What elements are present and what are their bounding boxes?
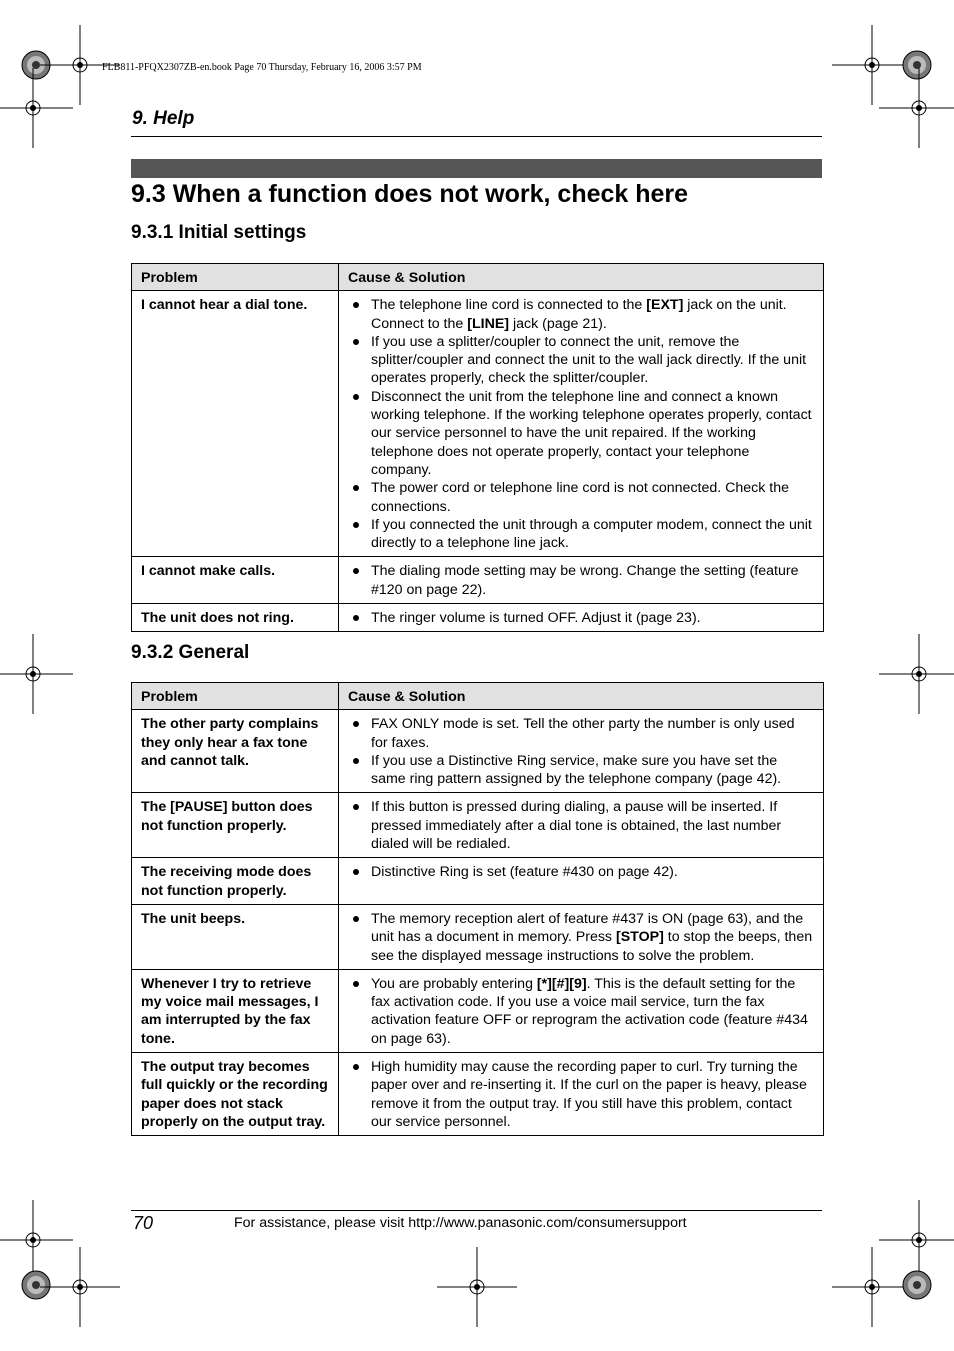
text-run: If you connected the unit through a computer modem, connect the unit directly to a telephone line jack. — [371, 516, 812, 552]
table-row — [132, 793, 824, 858]
page-number: 70 — [133, 1213, 154, 1233]
print-info: FLB811-PFQX2307ZB-en.book Page 70 Thursday, February 16, 2006 3:57 PM — [102, 62, 422, 73]
solution-bullet — [348, 333, 813, 388]
column-header-problem: Problem — [132, 683, 339, 710]
solution-bullet — [348, 975, 813, 1048]
solution-cell — [339, 604, 824, 632]
column-header-solution: Cause & Solution — [339, 683, 824, 710]
text-run: If you use a splitter/coupler to connect the unit, remove the splitter/coupler and connect the unit to the wall jack directly. If the unit operates properly, check the splitter/coupler. — [371, 333, 807, 387]
solution-bullet — [348, 910, 813, 965]
problem-cell — [132, 291, 339, 557]
solution-bullet — [348, 798, 813, 853]
text-run: I cannot hear a dial tone. — [141, 297, 308, 314]
footer-text: For assistance, please visit http://www.panasonic.com/consumersupport — [234, 1215, 687, 1231]
text-run: The unit does not ring. — [141, 610, 294, 627]
problem-cell — [132, 710, 339, 793]
solution-bullet — [348, 863, 813, 881]
table-header-row — [132, 264, 824, 291]
solution-bullet — [348, 296, 813, 333]
table-row — [132, 291, 824, 557]
text-run: to stop the beeps, then see the displayed message instructions to solve the problem. — [371, 929, 813, 964]
text-run: button does not function properly. — [141, 799, 313, 834]
key-label: [STOP] — [615, 929, 664, 946]
section-heading-initial: 9.3.1 Initial settings — [131, 222, 307, 243]
solution-cell — [339, 793, 824, 858]
key-label: [EXT] — [646, 297, 684, 314]
table-row — [132, 604, 824, 632]
text-run: High humidity may cause the recording paper to curl. Try turning the paper over and re-inserting it. If the curl on the paper is heavy, please remove it from the output tray. If you still have this problem, contact our service personnel. — [371, 1059, 807, 1130]
problem-cell — [132, 557, 339, 604]
footer-divider — [131, 1210, 822, 1211]
text-run: If you use a Distinctive Ring service, make sure you have set the same ring pattern assigned by the telephone company (page 42). — [371, 752, 782, 788]
text-run: The dialing mode setting may be wrong. Change the setting (feature #120 on page 22). — [371, 563, 799, 598]
text-run: The unit beeps. — [141, 910, 246, 927]
section-heading-general: 9.3.2 General — [131, 642, 250, 663]
table-row — [132, 710, 824, 793]
chapter-divider — [131, 136, 822, 137]
problem-cell — [132, 1053, 339, 1136]
solution-cell — [339, 969, 824, 1052]
solution-bullet — [348, 715, 813, 752]
problem-cell — [132, 858, 339, 905]
problem-cell — [132, 604, 339, 632]
text-run: jack (page 21). — [509, 315, 607, 332]
problem-cell — [132, 904, 339, 969]
text-run: If this button is pressed during dialing, a pause will be inserted. If pressed immediately after a dial tone is obtained, the last number dialed will be redialed. — [371, 799, 782, 853]
solution-cell — [339, 710, 824, 793]
text-run: The receiving mode does not function properly. — [141, 864, 312, 899]
solution-cell — [339, 858, 824, 905]
text-run: Whenever I try to retrieve my voice mail messages, I am interrupted by the fax tone. — [141, 975, 319, 1047]
text-run: The output tray becomes full quickly or the recording paper does not stack properly on the output tray. — [141, 1059, 328, 1130]
text-run: Distinctive Ring is set (feature #430 on page 42). — [371, 864, 678, 881]
text-run: The ringer volume is turned OFF. Adjust it (page 23). — [371, 610, 701, 627]
title-bar — [131, 159, 822, 178]
solution-bullet — [348, 479, 813, 516]
problem-cell — [132, 969, 339, 1052]
text-run: The telephone line cord is connected to the — [371, 297, 647, 314]
solution-bullet — [348, 609, 813, 627]
solution-cell — [339, 904, 824, 969]
solution-bullet — [348, 388, 813, 479]
general-table — [131, 682, 824, 1136]
page-title: 9.3 When a function does not work, check here — [131, 180, 689, 208]
text-run: . This is the default setting for the fax activation code. If you use a voice mail service, turn the fax activation feature OFF or reprogram the activation code (feature #434 on page 63). — [371, 975, 808, 1047]
text-run: The power cord or telephone line cord is not connected. Check the connections. — [371, 480, 789, 515]
table-row — [132, 969, 824, 1052]
table-row — [132, 904, 824, 969]
key-label: [*][#][9] — [536, 975, 587, 992]
table-header-row — [132, 683, 824, 710]
solution-bullet — [348, 752, 813, 789]
text-run: Disconnect the unit from the telephone line and connect a known working telephone. If the working telephone operates properly, contact our service personnel to have the unit repaired. If the working telephone does not operate properly, contact your telephone company. — [371, 388, 812, 478]
text-run: You are probably entering — [371, 975, 537, 992]
chapter-heading: 9. Help — [132, 108, 195, 129]
table-row — [132, 557, 824, 604]
initial-settings-table — [131, 263, 824, 632]
solution-cell — [339, 557, 824, 604]
table-row — [132, 1053, 824, 1136]
solution-bullet — [348, 516, 813, 553]
text-run: I cannot make calls. — [141, 563, 276, 580]
column-header-solution: Cause & Solution — [339, 264, 824, 291]
solution-bullet — [348, 562, 813, 599]
solution-cell — [339, 1053, 824, 1136]
text-run: The — [141, 799, 171, 816]
key-label: [LINE] — [467, 315, 510, 332]
solution-cell — [339, 291, 824, 557]
text-run: The memory reception alert of feature #437 is ON (page 63), and the unit has a document in memory. Press — [371, 910, 804, 946]
table-row — [132, 858, 824, 905]
text-run: jack on the unit. Connect to the — [371, 297, 787, 332]
column-header-problem: Problem — [132, 264, 339, 291]
key-label: [PAUSE] — [170, 799, 228, 816]
text-run: FAX ONLY mode is set. Tell the other party the number is only used for faxes. — [371, 716, 795, 751]
text-run: The other party complains they only hear a fax tone and cannot talk. — [141, 716, 319, 769]
problem-cell — [132, 793, 339, 858]
solution-bullet — [348, 1058, 813, 1131]
